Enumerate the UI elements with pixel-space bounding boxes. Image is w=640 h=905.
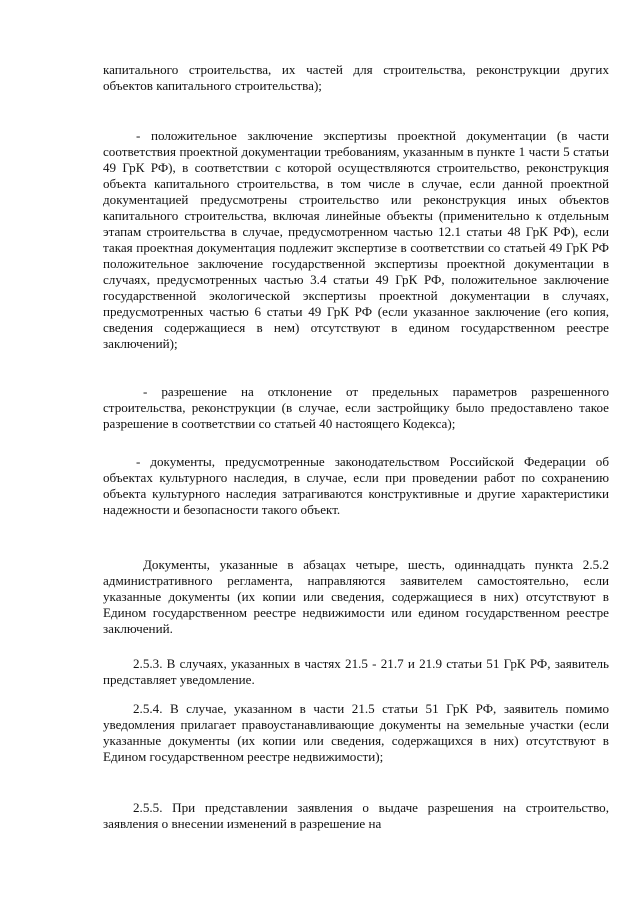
paragraph-expertise-conclusion: - положительное заключение экспертизы проектной документации (в части соответствия проектной документации требованиям, указанным в пункте 1 части 5 статьи 49 ГрК РФ), в соответствии с которой осуществляются строительство, реконструкция объекта капитального строительства, в том числе в случае, если данной проектной документацией предусмотрены строительство или реконструкция иных объектов капитального строительства, включая линейные объекты (применительно к отдельным этапам строительства в случае, предусмотренном частью 12.1 статьи 48 ГрК РФ), если такая проектная документация подлежит экспертизе в соответствии со статьей 49 ГрК РФ положительное заключение государственной экспертизы проектной документации в случаях, предусмотренных частью 3.4 статьи 49 ГрК РФ, положительное заключение государственной экологической экспертизы проектной документации в случаях, предусмотренных частью 6 статьи 49 ГрК РФ (если указанное заключение (его копия, сведения содержащиеся в нем) отсутствуют в едином государственном реестре заключений); [103, 128, 609, 351]
paragraph-2-5-3: 2.5.3. В случаях, указанных в частях 21.5 - 21.7 и 21.9 статьи 51 ГрК РФ, заявитель представляет уведомление. [103, 656, 609, 687]
paragraph-continuation: капитального строительства, их частей для строительства, реконструкции других объектов капитального строительства); [103, 62, 609, 93]
paragraph-2-5-4: 2.5.4. В случае, указанном в части 21.5 статьи 51 ГрК РФ, заявитель помимо уведомления прилагает правоустанавливающие документы на земельные участки (если указанные документы (их копии или сведения, содержащихся в них) отсутствуют в Едином государственном реестре недвижимости); [103, 701, 609, 764]
paragraph-cultural-heritage: - документы, предусмотренные законодательством Российской Федерации об объектах культурного наследия, в случае, если при проведении работ по сохранению объекта культурного наследия затрагиваются конструктивные и другие характеристики надежности и безопасности такого объект. [103, 454, 609, 517]
paragraph-2-5-5: 2.5.5. При представлении заявления о выдаче разрешения на строительство, заявления о внесении изменений в разрешение на [103, 800, 609, 831]
paragraph-deviation-permit: - разрешение на отклонение от предельных параметров разрешенного строительства, реконструкции (в случае, если застройщику было предоставлено такое разрешение в соответствии со статьей 40 настоящего Кодекса); [103, 384, 609, 431]
paragraph-documents-sent: Документы, указанные в абзацах четыре, шесть, одиннадцать пункта 2.5.2 административного регламента, направляются заявителем самостоятельно, если указанные документы (их копии или сведения, содержащиеся в них) отсутствуют в Едином государственном реестре недвижимости или едином государственном реестре заключений. [103, 557, 609, 636]
